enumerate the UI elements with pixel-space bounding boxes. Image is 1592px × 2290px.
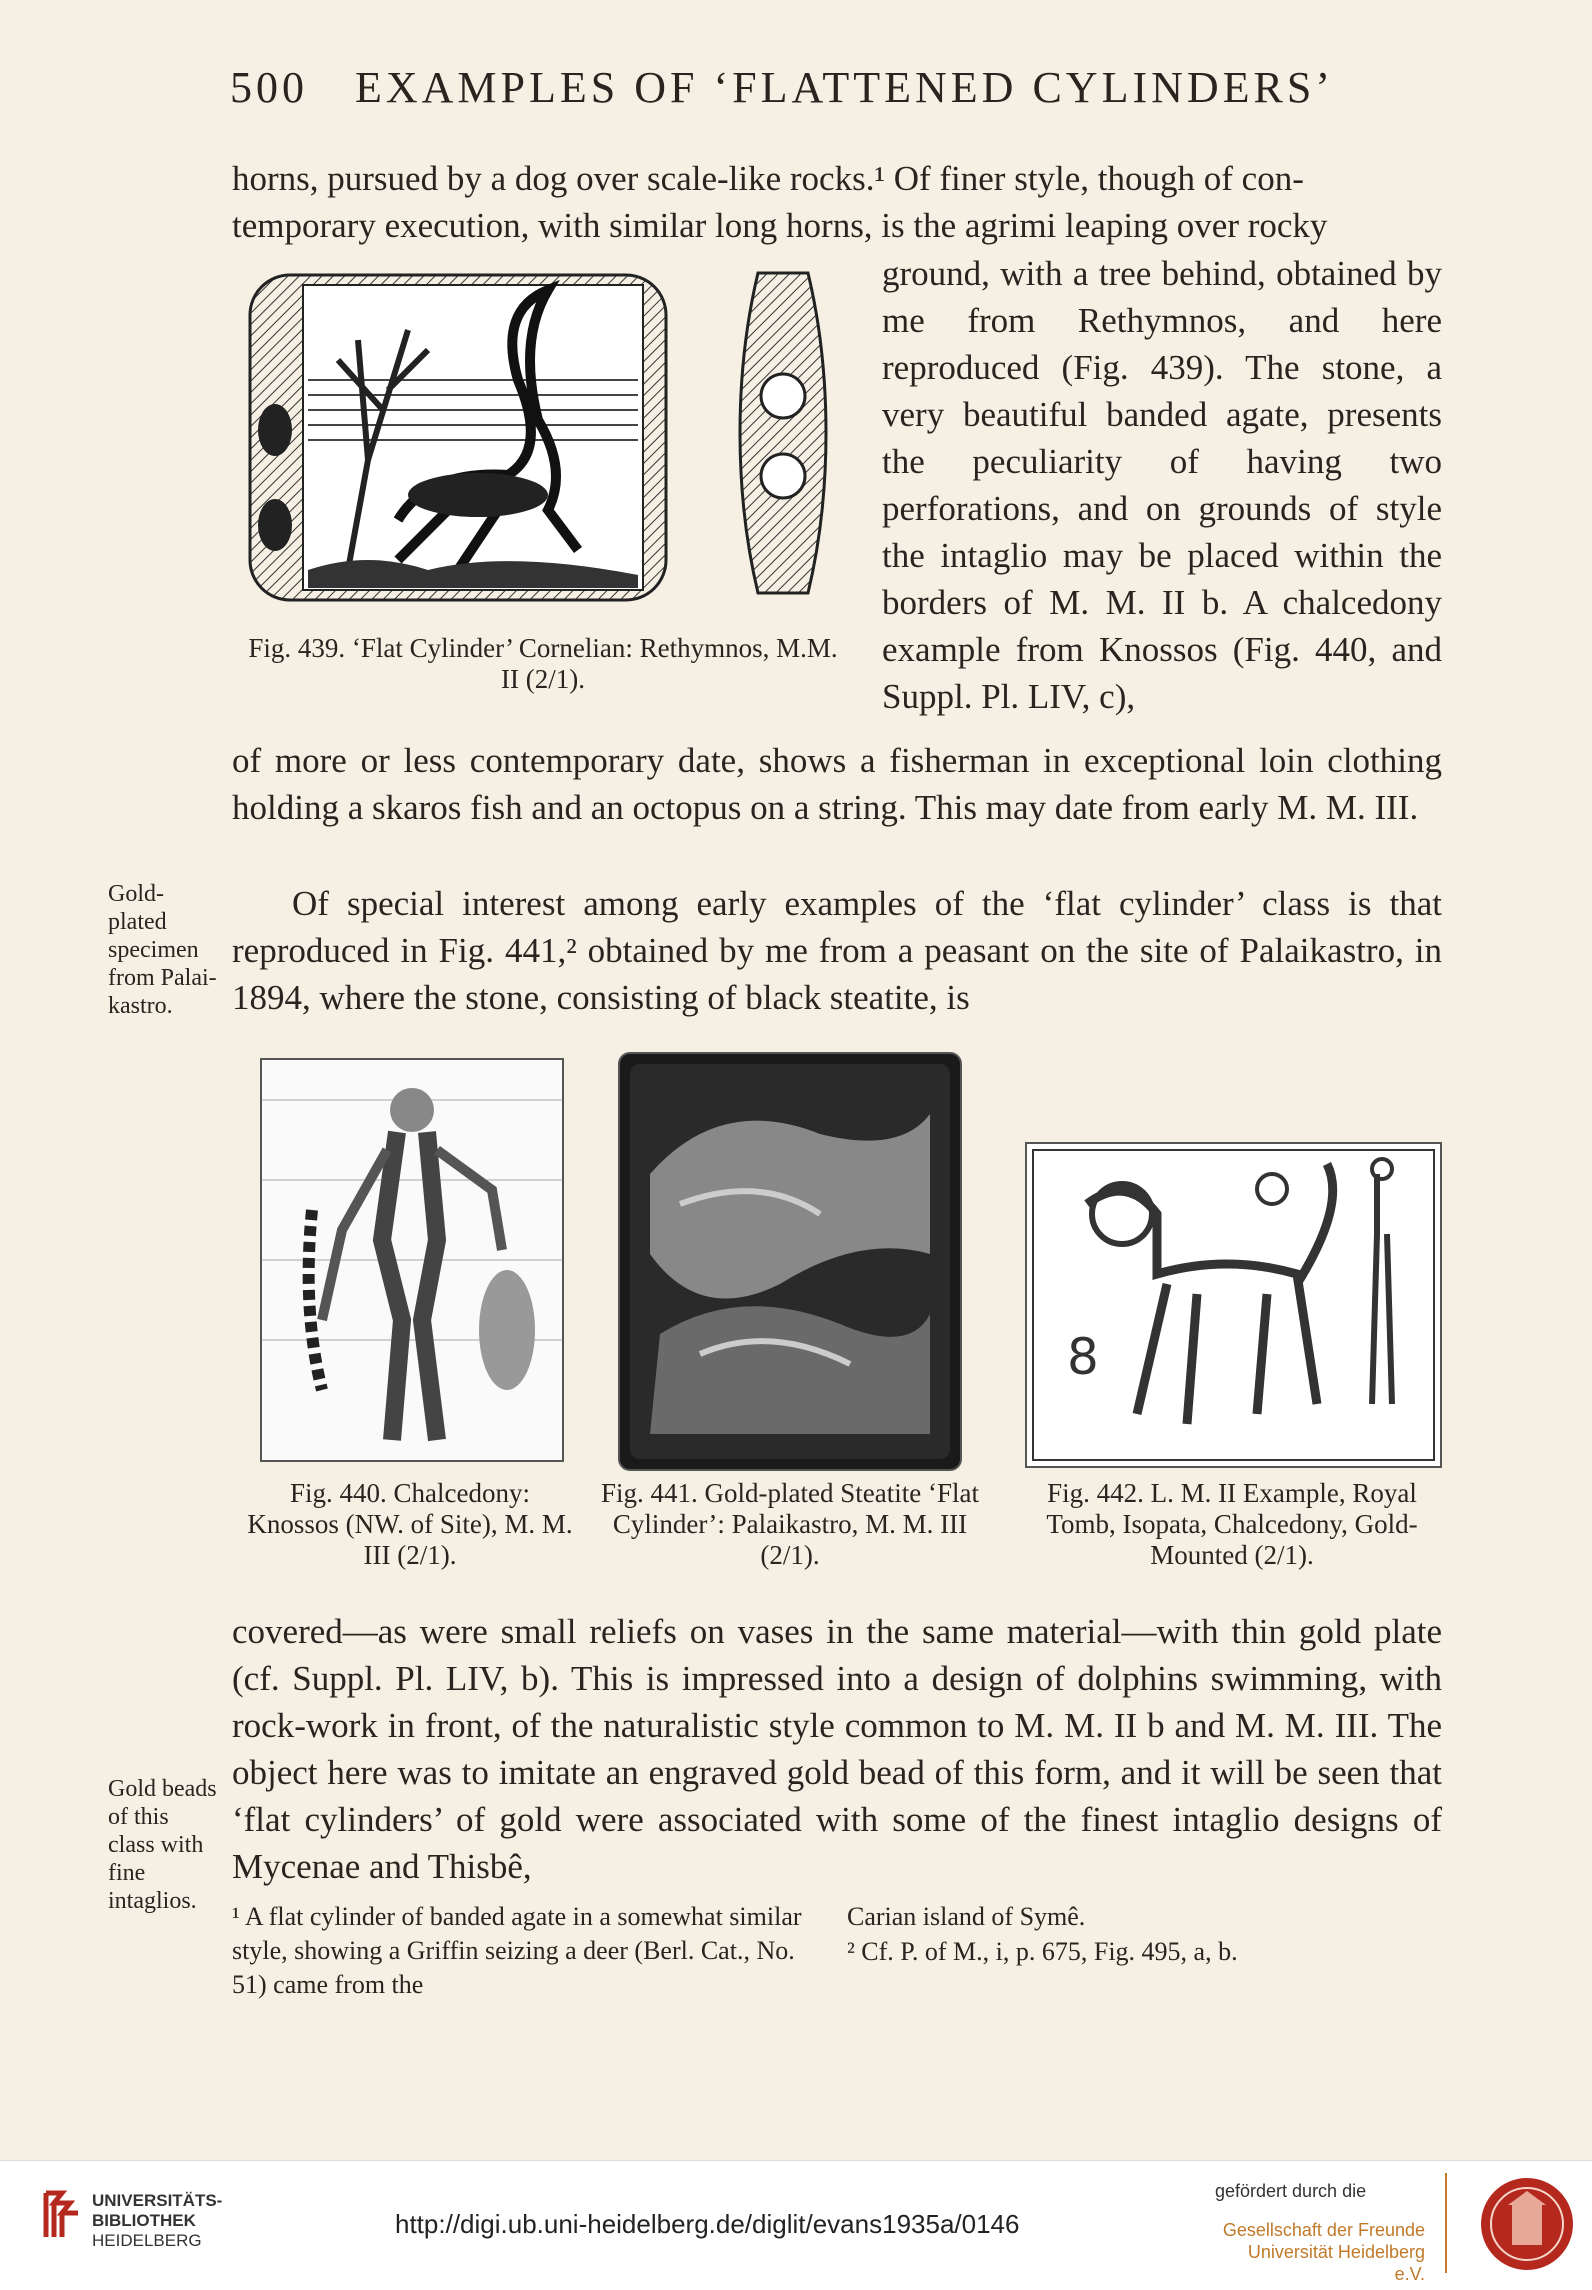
footer-divider: [1445, 2173, 1447, 2273]
fig-442-image: [1025, 1142, 1442, 1468]
running-header: [230, 62, 1370, 113]
footnote-1-continued: Carian island of Symê.: [847, 1902, 1086, 1931]
margin-note-gold-beads: Gold beads of this class with fine intaglios.: [108, 1776, 217, 1914]
fig-440-caption: Fig. 440. Chalcedony: Knossos (NW. of Site), M. M. III (2/1).: [247, 1478, 573, 1570]
paragraph-palaikastro: Of special interest among early examples of the ‘flat cylinder’ class is that reproduced in Fig. 441,² obtained by me from a peasant on the site of Palaikastro, in 1894, where the stone, consisting of black steatite, is: [232, 884, 1442, 1017]
sponsor-label: gefördert durch die: [1215, 2181, 1367, 2201]
footer-url-link[interactable]: http://digi.ub.uni-heidelberg.de/diglit/evans1935a/0146: [395, 2209, 1020, 2239]
library-footer: [0, 2160, 1592, 2290]
sponsor-name: [1215, 2219, 1425, 2285]
fig-441-caption: Fig. 441. Gold-plated Steatite ‘Flat Cylinder’: Palaikastro, M. M. III (2/1).: [601, 1478, 979, 1570]
library-name-line-1: UNIVERSITÄTS-: [92, 2191, 223, 2210]
page-number: 500: [230, 63, 308, 112]
running-title: EXAMPLES OF ‘FLATTENED CYLINDERS’: [355, 63, 1334, 112]
intro-line-1: horns, pursued by a dog over scale-like rocks.¹ Of finer style, though of con-: [232, 159, 1304, 198]
library-name-line-3: HEIDELBERG: [92, 2231, 202, 2250]
fig-441-image: [618, 1052, 962, 1471]
university-seal-icon: [1478, 2175, 1576, 2273]
library-name-line-2: BIBLIOTHEK: [92, 2211, 196, 2230]
footnote-1: ¹ A flat cylinder of banded agate in a somewhat similar style, showing a Griffin seizing a deer (Berl. Cat., No. 51) came from the: [232, 1902, 802, 1999]
paragraph-fisherman: of more or less contemporary date, shows a fisherman in exceptional loin clothing holding a skaros fish and an octopus on a string. This may date from early M. M. III.: [232, 741, 1442, 827]
sponsor-name-line-1: Gesellschaft der Freunde: [1222, 2220, 1425, 2240]
intro-line-2: temporary execution, with similar long horns, is the agrimi leaping over rocky: [232, 206, 1328, 245]
fig-439-side-view: [738, 268, 828, 598]
svg-text:8: 8: [1067, 1328, 1099, 1386]
fig-442-caption: Fig. 442. L. M. II Example, Royal Tomb, Isopata, Chalcedony, Gold-Mounted (2/1).: [1046, 1478, 1418, 1570]
margin-note-palaikastro: Gold-plated specimen from Palai-kastro.: [108, 881, 217, 1019]
wrap-text: ground, with a tree behind, obtained by me from Rethymnos, and here reproduced (Fig. 439). The stone, a very beautiful banded agate, presents the peculiarity of having two perforations, and on grounds of style the intaglio may be placed within the borders of M. M. II b. A chalcedony example from Knossos (Fig. 440, and Suppl. Pl. LIV, c),: [882, 254, 1442, 716]
footnote-2: ² Cf. P. of M., i, p. 675, Fig. 495, a, b.: [847, 1937, 1238, 1966]
fig-439-cylinder-image: [248, 270, 668, 605]
paragraph-gold-plate: covered—as were small reliefs on vases in the same material—with thin gold plate (cf. Suppl. Pl. LIV, b). This is impressed into a design of dolphins swimming, with rock-work in front, of the naturalistic style common to M. M. II b and M. M. III. The object here was to imitate an engraved gold bead of this form, and it will be seen that ‘flat cylinders’ of gold were associated with some of the finest intaglio designs of Mycenae and Thisbê,: [232, 1612, 1442, 1886]
sponsor-name-line-2: Universität Heidelberg e.V.: [1247, 2242, 1425, 2284]
fig-440-image: [260, 1058, 564, 1462]
library-logo-icon: [40, 2189, 84, 2241]
library-name: [92, 2191, 222, 2251]
fig-439-caption: Fig. 439. ‘Flat Cylinder’ Cornelian: Rethymnos, M.M. II (2/1).: [248, 633, 838, 694]
